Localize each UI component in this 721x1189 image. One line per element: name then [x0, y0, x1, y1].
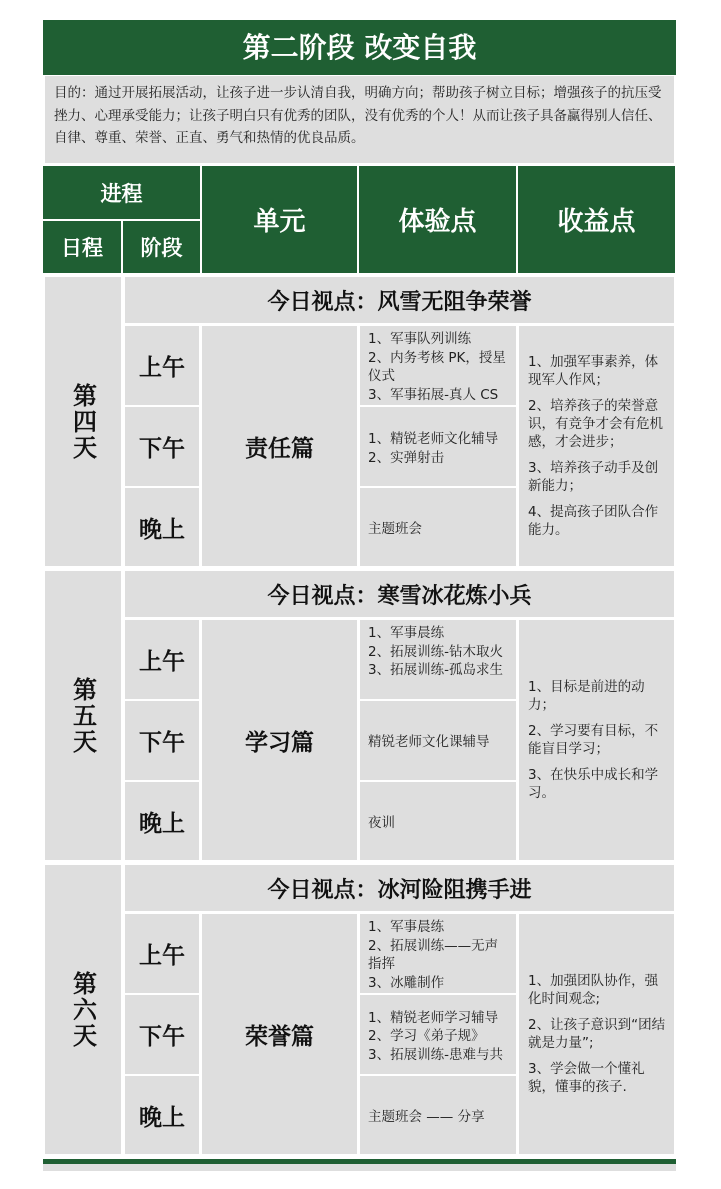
- period-evening: 晚上: [125, 1076, 199, 1154]
- period-morning: 上午: [125, 326, 199, 405]
- benefit-item: 1、加强团队协作，强化时间观念;: [528, 973, 659, 1007]
- experience-line: 1、军事晨练: [368, 625, 445, 641]
- experience-line: 精锐老师文化课辅导: [368, 734, 490, 751]
- experience-line: 2、拓展训练——无声指挥: [368, 937, 499, 972]
- experience-morning: [360, 620, 516, 699]
- experience-afternoon: [360, 701, 516, 780]
- day-cell: [45, 277, 121, 566]
- header-stage: 阶段: [123, 221, 200, 273]
- day-cell: [45, 571, 121, 860]
- benefit-cell: [519, 914, 674, 1154]
- header-schedule: 日程: [43, 221, 121, 273]
- experience-line: 主题班会: [368, 520, 422, 537]
- day-viewpoint: 今日视点：冰河险阻携手进: [125, 865, 674, 911]
- bottom-strip: [43, 1164, 676, 1171]
- experience-evening: [360, 782, 516, 860]
- period-evening: 晚上: [125, 488, 199, 566]
- benefit-item: 2、学习要有目标，不能盲目学习；: [528, 723, 659, 757]
- period-afternoon: 下午: [125, 407, 199, 486]
- experience-line: 1、精锐老师学习辅导: [368, 1009, 499, 1026]
- period-evening: 晚上: [125, 782, 199, 860]
- benefit-cell: [519, 620, 674, 860]
- page-title: 第二阶段 改变自我: [43, 20, 676, 72]
- experience-afternoon: [360, 995, 516, 1074]
- header-experience: 体验点: [359, 166, 516, 273]
- experience-evening: [360, 488, 516, 566]
- experience-line: 3、军事拓展-真人 CS: [368, 386, 499, 403]
- experience-evening: [360, 1076, 516, 1154]
- experience-line: 3、拓展训练-患难与共: [368, 1046, 503, 1063]
- unit-cell: 责任篇: [202, 326, 357, 566]
- day-cell: [45, 865, 121, 1154]
- title-underline: [43, 72, 676, 75]
- day-viewpoint: 今日视点：风雪无阻争荣誉: [125, 277, 674, 323]
- experience-line: 2、内务考核 PK，授星仪式: [368, 349, 506, 384]
- experience-line: 1、军事晨练: [368, 919, 445, 935]
- period-morning: 上午: [125, 914, 199, 993]
- intro-text: 目的：通过开展拓展活动，让孩子进一步认清自我，明确方向；帮助孩子树立目标；增强孩子的抗压受挫力、心理承受能力；让孩子明白只有优秀的团队，没有优秀的个人！从而让孩子具备赢得别人信任、自律、尊重、荣誉、正直、勇气和热情的优良品质。: [45, 76, 674, 163]
- header-benefit: 收益点: [518, 166, 675, 273]
- header-unit: 单元: [202, 166, 357, 273]
- period-morning: 上午: [125, 620, 199, 699]
- period-afternoon: 下午: [125, 701, 199, 780]
- experience-line: 3、拓展训练-孤岛求生: [368, 662, 503, 678]
- benefit-item: 2、培养孩子的荣誉意识，有竞争才会有危机感，才会进步；: [528, 398, 663, 450]
- experience-line: 2、拓展训练-钻木取火: [368, 643, 503, 660]
- day-label: 第四天: [68, 382, 97, 461]
- header-progress: 进程: [43, 166, 200, 219]
- benefit-item: 3、培养孩子动手及创新能力；: [528, 460, 659, 494]
- experience-morning: [360, 326, 516, 405]
- unit-cell: 学习篇: [202, 620, 357, 860]
- benefit-item: 4、提高孩子团队合作能力。: [528, 504, 659, 538]
- benefit-item: 1、目标是前进的动力；: [528, 679, 645, 713]
- day-label: 第五天: [68, 676, 97, 755]
- benefit-item: 3、在快乐中成长和学习。: [528, 767, 659, 801]
- day-label: 第六天: [68, 970, 97, 1049]
- experience-line: 2、实弹射击: [368, 449, 445, 466]
- experience-line: 1、军事队列训练: [368, 331, 472, 347]
- experience-line: 3、冰雕制作: [368, 974, 445, 991]
- experience-line: 2、学习《弟子规》: [368, 1028, 485, 1045]
- benefit-item: 2、让孩子意识到“团结就是力量”;: [528, 1017, 666, 1051]
- benefit-item: 3、学会做一个懂礼貌，懂事的孩子.: [528, 1061, 645, 1095]
- day-viewpoint: 今日视点：寒雪冰花炼小兵: [125, 571, 674, 617]
- benefit-item: 1、加强军事素养，体现军人作风；: [528, 354, 659, 388]
- experience-line: 夜训: [368, 814, 395, 831]
- benefit-cell: [519, 326, 674, 566]
- period-afternoon: 下午: [125, 995, 199, 1074]
- experience-line: 主题班会 —— 分享: [368, 1108, 485, 1125]
- experience-afternoon: [360, 407, 516, 486]
- unit-cell: 荣誉篇: [202, 914, 357, 1154]
- experience-line: 1、精锐老师文化辅导: [368, 431, 499, 447]
- experience-morning: [360, 914, 516, 993]
